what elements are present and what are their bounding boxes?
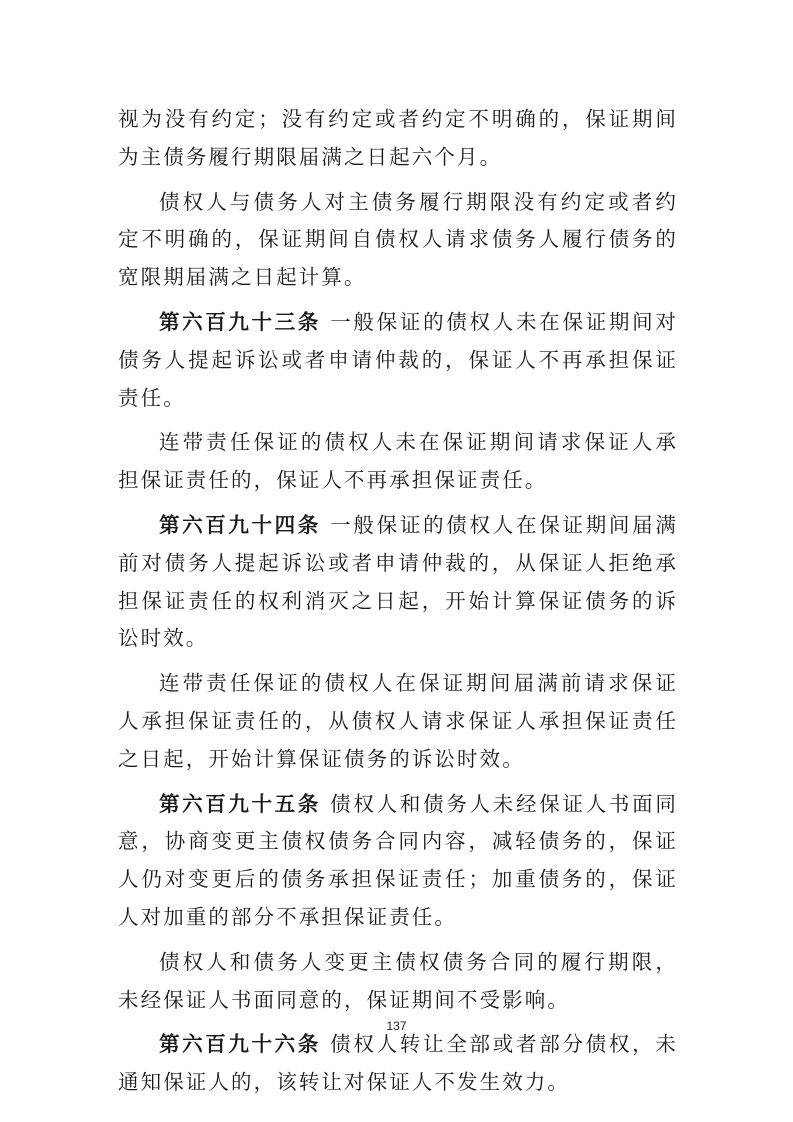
paragraph-text: 债权人和债务人变更主债权债务合同的履行期限，未经保证人书面同意的，保证期间不受影响。	[118, 949, 678, 1012]
paragraph-text: 连带责任保证的债权人在保证期间届满前请求保证人承担保证责任的，从债权人请求保证人承担保证责任之日起，开始计算保证债务的诉讼时效。	[118, 671, 678, 771]
paragraph	[118, 424, 678, 500]
paragraph-text: 连带责任保证的债权人未在保证期间请求保证人承担保证责任的，保证人不再承担保证责任。	[118, 430, 678, 493]
paragraph-text: 一般保证的债权人在保证期间届满前对债务人提起诉讼或者申请仲裁的，从保证人拒绝承担保证责任的权利消灭之日起，开始计算保证债务的诉讼时效。	[118, 512, 678, 651]
paragraph	[118, 101, 678, 177]
paragraph-text: 一般保证的债权人未在保证期间对债务人提起诉讼或者申请仲裁的，保证人不再承担保证责任。	[118, 309, 678, 410]
article-title: 第六百九十三条	[159, 309, 321, 334]
paragraph-text: 债权人与债务人对主债务履行期限没有约定或者约定不明确的，保证期间自债权人请求债务人履行债务的宽限期届满之日起计算。	[118, 189, 678, 290]
paragraph	[118, 665, 678, 778]
paragraph	[118, 184, 678, 297]
article-paragraph	[118, 1026, 678, 1102]
paragraph-text: 债权人和债务人未经保证人书面同意，协商变更主债权债务合同内容，减轻债务的，保证人仍对变更后的债务承担保证责任；加重债务的，保证人对加重的部分不承担保证责任。	[118, 791, 678, 929]
document-body	[118, 101, 678, 1109]
article-paragraph	[118, 786, 678, 937]
article-title: 第六百九十四条	[159, 512, 321, 537]
article-title: 第六百九十六条	[159, 1032, 321, 1057]
paragraph-text: 视为没有约定；没有约定或者约定不明确的，保证期间为主债务履行期限届满之日起六个月。	[118, 107, 678, 169]
paragraph	[118, 944, 678, 1020]
article-paragraph	[118, 304, 678, 417]
article-title: 第六百九十五条	[159, 791, 321, 816]
article-paragraph	[118, 507, 678, 658]
paragraph-text: 债权人转让全部或者部分债权，未通知保证人的，该转让对保证人不发生效力。	[118, 1032, 678, 1095]
page-number: 137	[386, 1019, 407, 1033]
